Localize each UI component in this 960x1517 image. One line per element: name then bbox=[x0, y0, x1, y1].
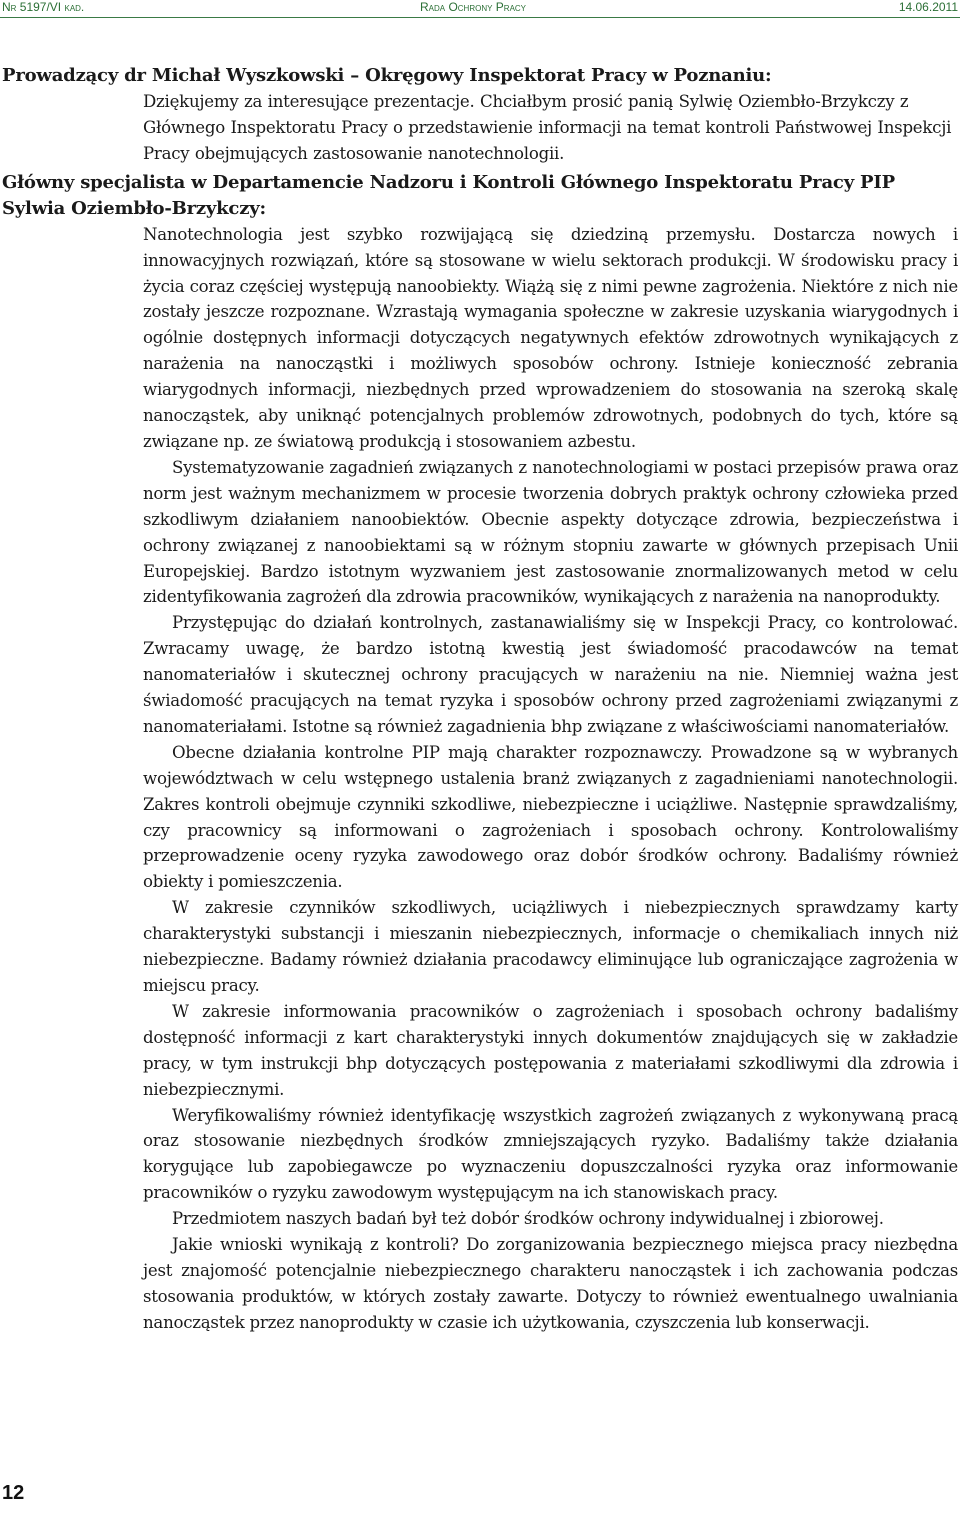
speech-1-paragraph: Dziękujemy za interesujące prezentacje. Chciałbym prosić panią Sylwię Oziembło-Brzykczy z Głównego Inspektoratu Pracy o przedstawienie informacji na temat kontroli Państwowej Inspekcji Pracy obejmujących zastosowanie nanotechnologii. bbox=[143, 92, 952, 163]
running-header bbox=[0, 0, 960, 18]
speech-2-paragraph: W zakresie czynników szkodliwych, uciążliwych i niebezpiecznych sprawdzamy karty charakterystyki substancji i mieszanin niebezpiecznych, informacje o chemikaliach innych niż niebezpieczne. Badamy również działania pracodawcy eliminujące lub ograniczające zagrożenia w miejscu pracy. bbox=[143, 898, 958, 995]
header-rule bbox=[0, 17, 960, 18]
speech-2 bbox=[143, 222, 958, 1336]
session-date: 14.06.2011 bbox=[898, 0, 958, 14]
issue-number: Nr 5197/VI kad. bbox=[2, 0, 85, 14]
speech-2-paragraph: Weryfikowaliśmy również identyfikację wszystkich zagrożeń związanych z wykonywaną pracą oraz stosowanie niezbędnych środków zmniejszających ryzyko. Badaliśmy także działania korygujące lub zapobiegawcze po wyznaczeniu dopuszczalności ryzyka oraz informowanie pracowników o ryzyku zawodowym występującym na ich stanowiskach pracy. bbox=[143, 1105, 958, 1203]
speech-2-paragraph: Przedmiotem naszych badań był też dobór środków ochrony indywidualnej i zbiorowej. bbox=[172, 1209, 884, 1229]
speech-2-paragraph: Jakie wnioski wynikają z kontroli? Do zorganizowania bezpiecznego miejsca pracy niezbędna jest znajomość potencjalnie niebezpiecznego charakteru nanocząstek i ich zachowania podczas stosowania produktów, w których zostały zawarte. Dotyczy to również ewentualnego uwalniania nanocząstek przez nanoprodukty w czasie ich użytkowania, czyszczenia lub konserwacji. bbox=[143, 1235, 958, 1332]
speech-2-paragraph: W zakresie informowania pracowników o zagrożeniach i sposobach ochrony badaliśmy dostępność informacji z kart charakterystyki innych dokumentów znajdujących się w zakładzie pracy, w tym instrukcji bhp dotyczących postępowania z materiałami szkodliwymi dla zdrowia i niebezpiecznymi. bbox=[143, 1001, 958, 1099]
speech-1 bbox=[143, 89, 958, 167]
transcript-body bbox=[0, 63, 960, 1336]
speaker-heading-1: Prowadzący dr Michał Wyszkowski – Okręgowy Inspektorat Pracy w Poznaniu: bbox=[2, 65, 772, 86]
speech-2-paragraph: Przystępując do działań kontrolnych, zastanawialiśmy się w Inspekcji Pracy, co kontrolować. Zwracamy uwagę, że bardzo istotną kwestią jest świadomość pracodawców na temat nanomateriałów i skutecznej ochrony pracujących w narażeniu na nie. Niemniej ważna jest świadomość pracujących na temat ryzyka i sposobów ochrony przed zagrożeniami związanymi z nanomateriałami. Istotne są również zagadnienia bhp związane z właściwościami nanomateriałów. bbox=[143, 613, 958, 736]
speech-2-paragraph: Obecne działania kontrolne PIP mają charakter rozpoznawczy. Prowadzone są w wybranych województwach w celu wstępnego ustalenia branż związanych z zagadnieniami nanotechnologii. Zakres kontroli obejmuje czynniki szkodliwe, niebezpieczne i uciążliwe. Następnie sprawdzaliśmy, czy pracownicy są informowani o zagrożeniach i sposobach ochrony. Kontrolowaliśmy przeprowadzenie oceny ryzyka zawodowego oraz dobór środków ochrony. Badaliśmy również obiekty i pomieszczenia. bbox=[143, 742, 958, 892]
page-number: 12 bbox=[2, 1482, 25, 1504]
speaker-heading-2: Główny specjalista w Departamencie Nadzoru i Kontroli Głównego Inspektoratu Pracy PIP Sylwia Oziembło-Brzykczy: bbox=[2, 171, 895, 219]
council-name: Rada Ochrony Pracy bbox=[420, 0, 527, 14]
speech-2-paragraph: Systematyzowanie zagadnień związanych z nanotechnologiami w postaci przepisów prawa oraz norm jest ważnym mechanizmem w procesie tworzenia dobrych praktyk ochrony człowieka przed szkodliwym działaniem nanoobiektów. Obecnie aspekty dotyczące zdrowia, bezpieczeństwa i ochrony związanej z nanoobiektami są w różnym stopniu zawarte w głównych przepisach Unii Europejskiej. Bardzo istotnym wyzwaniem jest zastosowanie znormalizowanych metod w celu zidentyfikowania zagrożeń dla zdrowia pracowników, wynikających z narażenia na nanoprodukty. bbox=[143, 457, 958, 607]
speech-2-paragraph: Nanotechnologia jest szybko rozwijającą się dziedziną przemysłu. Dostarcza nowych i innowacyjnych rozwiązań, które są stosowane w wielu sektorach produkcji. W środowisku pracy i życia coraz częściej występują nanoobiekty. Wiążą się z nimi pewne zagrożenia. Niektóre z nich nie zostały jeszcze rozpoznane. Wzrastają wymagania społeczne w zakresie uzyskania wiarygodnych i ogólnie dostępnych informacji dotyczących negatywnych efektów zdrowotnych wynikających z narażenia na nanocząstki i możliwych sposobów ochrony. Istnieje konieczność zebrania wiarygodnych informacji, niezbędnych przed wprowadzeniem do stosowania na szeroką skalę nanocząstek, aby uniknąć potencjalnych problemów zdrowotnych, podobnych do tych, które są związane np. ze światową produkcją i stosowaniem azbestu. bbox=[143, 224, 958, 451]
